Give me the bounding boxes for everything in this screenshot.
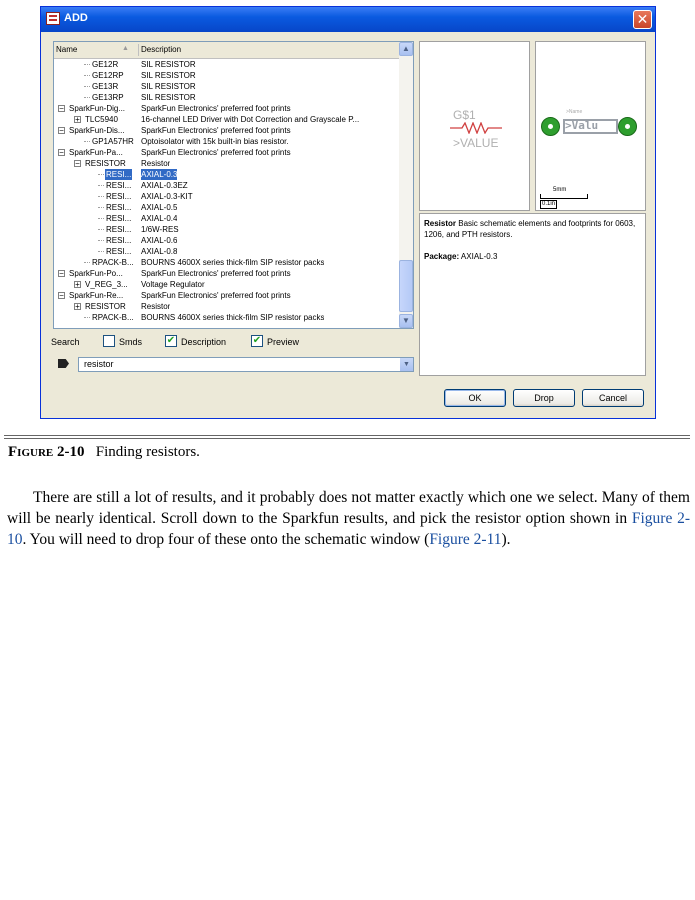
tree-connector <box>98 229 104 231</box>
drop-button[interactable]: Drop <box>513 389 575 407</box>
tree-connector <box>98 185 104 187</box>
tree-row-name-cell <box>54 301 139 312</box>
tree-row[interactable] <box>54 213 399 224</box>
expand-icon[interactable]: + <box>75 115 80 124</box>
tree-row-name-cell <box>54 169 139 180</box>
tree-row-description: AXIAL-0.3 <box>141 170 178 179</box>
tree-row-description: SparkFun Electronics' preferred foot prints <box>141 104 291 113</box>
sort-ascending-icon: ▲ <box>122 45 129 52</box>
tree-row[interactable] <box>54 268 399 279</box>
tree-row-description: 1/6W-RES <box>141 225 179 234</box>
tree-row[interactable] <box>54 92 399 103</box>
scale-bar <box>540 194 588 199</box>
tree-row[interactable] <box>54 114 399 125</box>
smds-checkbox[interactable] <box>103 335 115 347</box>
tree-row-name: RPACK-B... <box>92 313 134 322</box>
tree-row[interactable] <box>54 235 399 246</box>
tree-connector <box>98 174 104 176</box>
scroll-down-button[interactable]: ▼ <box>399 314 413 328</box>
tree-row-name: RESI... <box>106 214 132 223</box>
figure-2-11-link[interactable]: Figure 2-11 <box>429 531 502 548</box>
list-header <box>54 42 399 59</box>
tree-row-name: SparkFun-Re... <box>69 291 124 300</box>
tree-row-name: SparkFun-Po... <box>69 269 123 278</box>
tree-connector <box>98 251 104 253</box>
tree-row[interactable] <box>54 191 399 202</box>
search-label: Search <box>51 337 80 347</box>
resistor-symbol-icon <box>450 122 502 134</box>
body-text-middle: . You will need to drop four of these onto the schematic window ( <box>22 531 430 548</box>
tree-row[interactable] <box>54 301 399 312</box>
tree-row-name: RESI... <box>106 170 132 179</box>
tree-connector <box>84 86 90 88</box>
tree-row[interactable] <box>54 136 399 147</box>
title-bar[interactable] <box>41 7 655 32</box>
tree-row[interactable] <box>54 70 399 81</box>
info-title: Resistor <box>424 219 457 228</box>
tree-rows <box>54 59 399 323</box>
tree-row-description: SparkFun Electronics' preferred foot prints <box>141 269 291 278</box>
tree-row[interactable] <box>54 81 399 92</box>
symbol-name-text: G$1 <box>453 108 476 122</box>
tree-row-name: GE12R <box>92 60 119 69</box>
tree-row-name: GE13R <box>92 82 119 91</box>
expand-icon[interactable]: + <box>75 280 80 289</box>
tree-row-name: SparkFun-Dig... <box>69 104 126 113</box>
tree-row-name-cell <box>54 125 139 136</box>
tree-connector <box>98 218 104 220</box>
tree-row-name-cell <box>54 81 139 92</box>
tree-row-description: Resistor <box>141 159 171 168</box>
tree-row-name: GE12RP <box>92 71 124 80</box>
tree-row-description: AXIAL-0.8 <box>141 247 178 256</box>
tree-row[interactable] <box>54 158 399 169</box>
tree-row-name: RESI... <box>106 203 132 212</box>
tree-row-description: SparkFun Electronics' preferred foot prints <box>141 291 291 300</box>
collapse-icon[interactable]: − <box>59 269 64 278</box>
info-text: Basic schematic elements and footprints for 0603, 1206, and PTH resistors. <box>424 219 636 239</box>
collapse-icon[interactable]: − <box>75 159 80 168</box>
tree-row-name-cell <box>54 213 139 224</box>
app-icon <box>46 12 60 25</box>
ok-button[interactable]: OK <box>444 389 506 407</box>
tree-row-name-cell <box>54 70 139 81</box>
tree-row[interactable] <box>54 147 399 158</box>
description-label: Description <box>181 337 227 347</box>
search-arrow-icon <box>58 359 69 368</box>
close-button[interactable]: ✕ <box>633 10 652 29</box>
body-paragraph <box>7 487 690 550</box>
tree-row[interactable] <box>54 312 399 323</box>
tree-row-description: AXIAL-0.5 <box>141 203 178 212</box>
description-pane <box>419 213 646 376</box>
column-name-header[interactable]: Name <box>56 45 78 54</box>
tree-connector <box>84 317 90 319</box>
tree-row-name-cell <box>54 158 139 169</box>
tree-row-name-cell <box>54 59 139 70</box>
tree-connector <box>84 64 90 66</box>
tree-row-description: AXIAL-0.3EZ <box>141 181 188 190</box>
expand-icon[interactable]: + <box>75 302 80 311</box>
tree-row-name-cell <box>54 136 139 147</box>
scale-in-label: 0.1in <box>542 201 556 207</box>
tree-row[interactable] <box>54 290 399 301</box>
tree-row[interactable] <box>54 246 399 257</box>
package-preview <box>535 41 646 211</box>
tree-row-description: BOURNS 4600X series thick-film SIP resistor packs <box>141 258 325 267</box>
tree-row-name-cell <box>54 180 139 191</box>
caption-label: Figure 2-10 <box>8 444 85 460</box>
tree-row[interactable] <box>54 103 399 114</box>
tree-row-description: Resistor <box>141 302 171 311</box>
tree-row-name: RESI... <box>106 236 132 245</box>
cancel-button[interactable]: Cancel <box>582 389 644 407</box>
tree-row[interactable] <box>54 257 399 268</box>
tree-row-description: Optoisolator with 15k built-in bias resistor. <box>141 137 289 146</box>
info-package-label: Package: <box>424 252 460 261</box>
tree-connector <box>98 207 104 209</box>
right-pad-icon <box>618 117 637 136</box>
tree-row-name-cell <box>54 257 139 268</box>
tree-row[interactable] <box>54 59 399 70</box>
column-description-header[interactable]: Description <box>141 45 182 54</box>
tree-row-name: RESI... <box>106 181 132 190</box>
tree-row-description: Voltage Regulator <box>141 280 205 289</box>
tree-row-name-cell <box>54 191 139 202</box>
tree-row-name: SparkFun-Dis... <box>69 126 125 135</box>
column-divider[interactable] <box>138 44 139 56</box>
tree-row-name-cell <box>54 202 139 213</box>
caption-rule-top <box>4 435 690 436</box>
preview-checkbox[interactable]: ✔ <box>252 335 262 346</box>
body-text-before: There are still a lot of results, and it probably does not matter exactly which one we select. Many of them will be nearly identical. Scroll down to the Sparkfun results, and pick the resistor option shown in <box>7 489 690 527</box>
scroll-thumb[interactable] <box>399 260 413 312</box>
search-input[interactable] <box>78 357 414 372</box>
tree-row-name: RESISTOR <box>85 302 126 311</box>
tree-connector <box>84 97 90 99</box>
tree-row-name-cell <box>54 114 139 125</box>
caption-rule-bottom <box>4 438 690 439</box>
figure-caption <box>8 444 200 461</box>
tree-row-name-cell <box>54 279 139 290</box>
tree-row[interactable] <box>54 125 399 136</box>
tree-row-name: SparkFun-Pa... <box>69 148 123 157</box>
tree-row-name: RPACK-B... <box>92 258 134 267</box>
tree-row-name-cell <box>54 235 139 246</box>
package-name-label: >Name <box>566 109 583 115</box>
tree-row-description: SparkFun Electronics' preferred foot prints <box>141 148 291 157</box>
tree-row-description: BOURNS 4600X series thick-film SIP resistor packs <box>141 313 325 322</box>
tree-row-name: RESI... <box>106 192 132 201</box>
search-query: resistor <box>84 359 114 369</box>
body-text-after: ). <box>501 531 511 548</box>
description-checkbox[interactable]: ✔ <box>166 335 176 346</box>
tree-row[interactable] <box>54 279 399 290</box>
search-dropdown-button[interactable]: ▼ <box>400 358 413 371</box>
symbol-preview <box>419 41 530 211</box>
tree-row-name: RESI... <box>106 225 132 234</box>
dialog-title: ADD <box>64 12 88 24</box>
tree-connector <box>98 196 104 198</box>
tree-row-name-cell <box>54 103 139 114</box>
collapse-icon[interactable]: − <box>59 104 64 113</box>
tree-row-name: RESISTOR <box>85 159 126 168</box>
tree-connector <box>84 75 90 77</box>
preview-label: Preview <box>267 337 300 347</box>
tree-row-description: SIL RESISTOR <box>141 93 196 102</box>
tree-row-name: TLC5940 <box>85 115 118 124</box>
add-dialog <box>40 6 656 419</box>
tree-row-description: AXIAL-0.4 <box>141 214 178 223</box>
tree-row[interactable] <box>54 169 399 180</box>
collapse-icon[interactable]: − <box>59 126 64 135</box>
caption-text: Finding resistors. <box>95 444 200 460</box>
tree-row-name-cell <box>54 268 139 279</box>
tree-row[interactable] <box>54 224 399 235</box>
figure-2-10-link[interactable]: Figure 2-10 <box>7 510 690 548</box>
tree-row-description: AXIAL-0.6 <box>141 236 178 245</box>
tree-row-name-cell <box>54 147 139 158</box>
tree-row[interactable] <box>54 180 399 191</box>
library-tree[interactable] <box>53 41 414 329</box>
tree-row-name: V_REG_3... <box>85 280 128 289</box>
tree-row-description: SIL RESISTOR <box>141 82 196 91</box>
smds-label: Smds <box>119 337 143 347</box>
tree-connector <box>84 262 90 264</box>
tree-row-description: SIL RESISTOR <box>141 60 196 69</box>
tree-connector <box>84 141 90 143</box>
tree-row-description: SparkFun Electronics' preferred foot prints <box>141 126 291 135</box>
tree-row-name-cell <box>54 246 139 257</box>
tree-row-name-cell <box>54 224 139 235</box>
tree-row-name-cell <box>54 92 139 103</box>
tree-row-name: GP1A57HR <box>92 137 134 146</box>
tree-row-name-cell <box>54 312 139 323</box>
tree-row-description: AXIAL-0.3-KIT <box>141 192 193 201</box>
tree-row-description: SIL RESISTOR <box>141 71 196 80</box>
info-description <box>424 218 641 240</box>
scale-mm-label: 5mm <box>553 187 567 193</box>
collapse-icon[interactable]: − <box>59 148 64 157</box>
info-package <box>424 251 641 262</box>
tree-row-name: RESI... <box>106 247 132 256</box>
info-package-value: AXIAL-0.3 <box>459 252 498 261</box>
tree-connector <box>98 240 104 242</box>
left-pad-icon <box>541 117 560 136</box>
symbol-value-text: >VALUE <box>453 136 499 150</box>
collapse-icon[interactable]: − <box>59 291 64 300</box>
package-value-label: >Valu <box>565 119 599 132</box>
scroll-up-button[interactable]: ▲ <box>399 42 413 56</box>
tree-row-name-cell <box>54 290 139 301</box>
vertical-scrollbar[interactable] <box>399 42 413 328</box>
tree-row[interactable] <box>54 202 399 213</box>
tree-row-name: GE13RP <box>92 93 124 102</box>
tree-row-description: 16-channel LED Driver with Dot Correction and Grayscale P... <box>141 115 360 124</box>
